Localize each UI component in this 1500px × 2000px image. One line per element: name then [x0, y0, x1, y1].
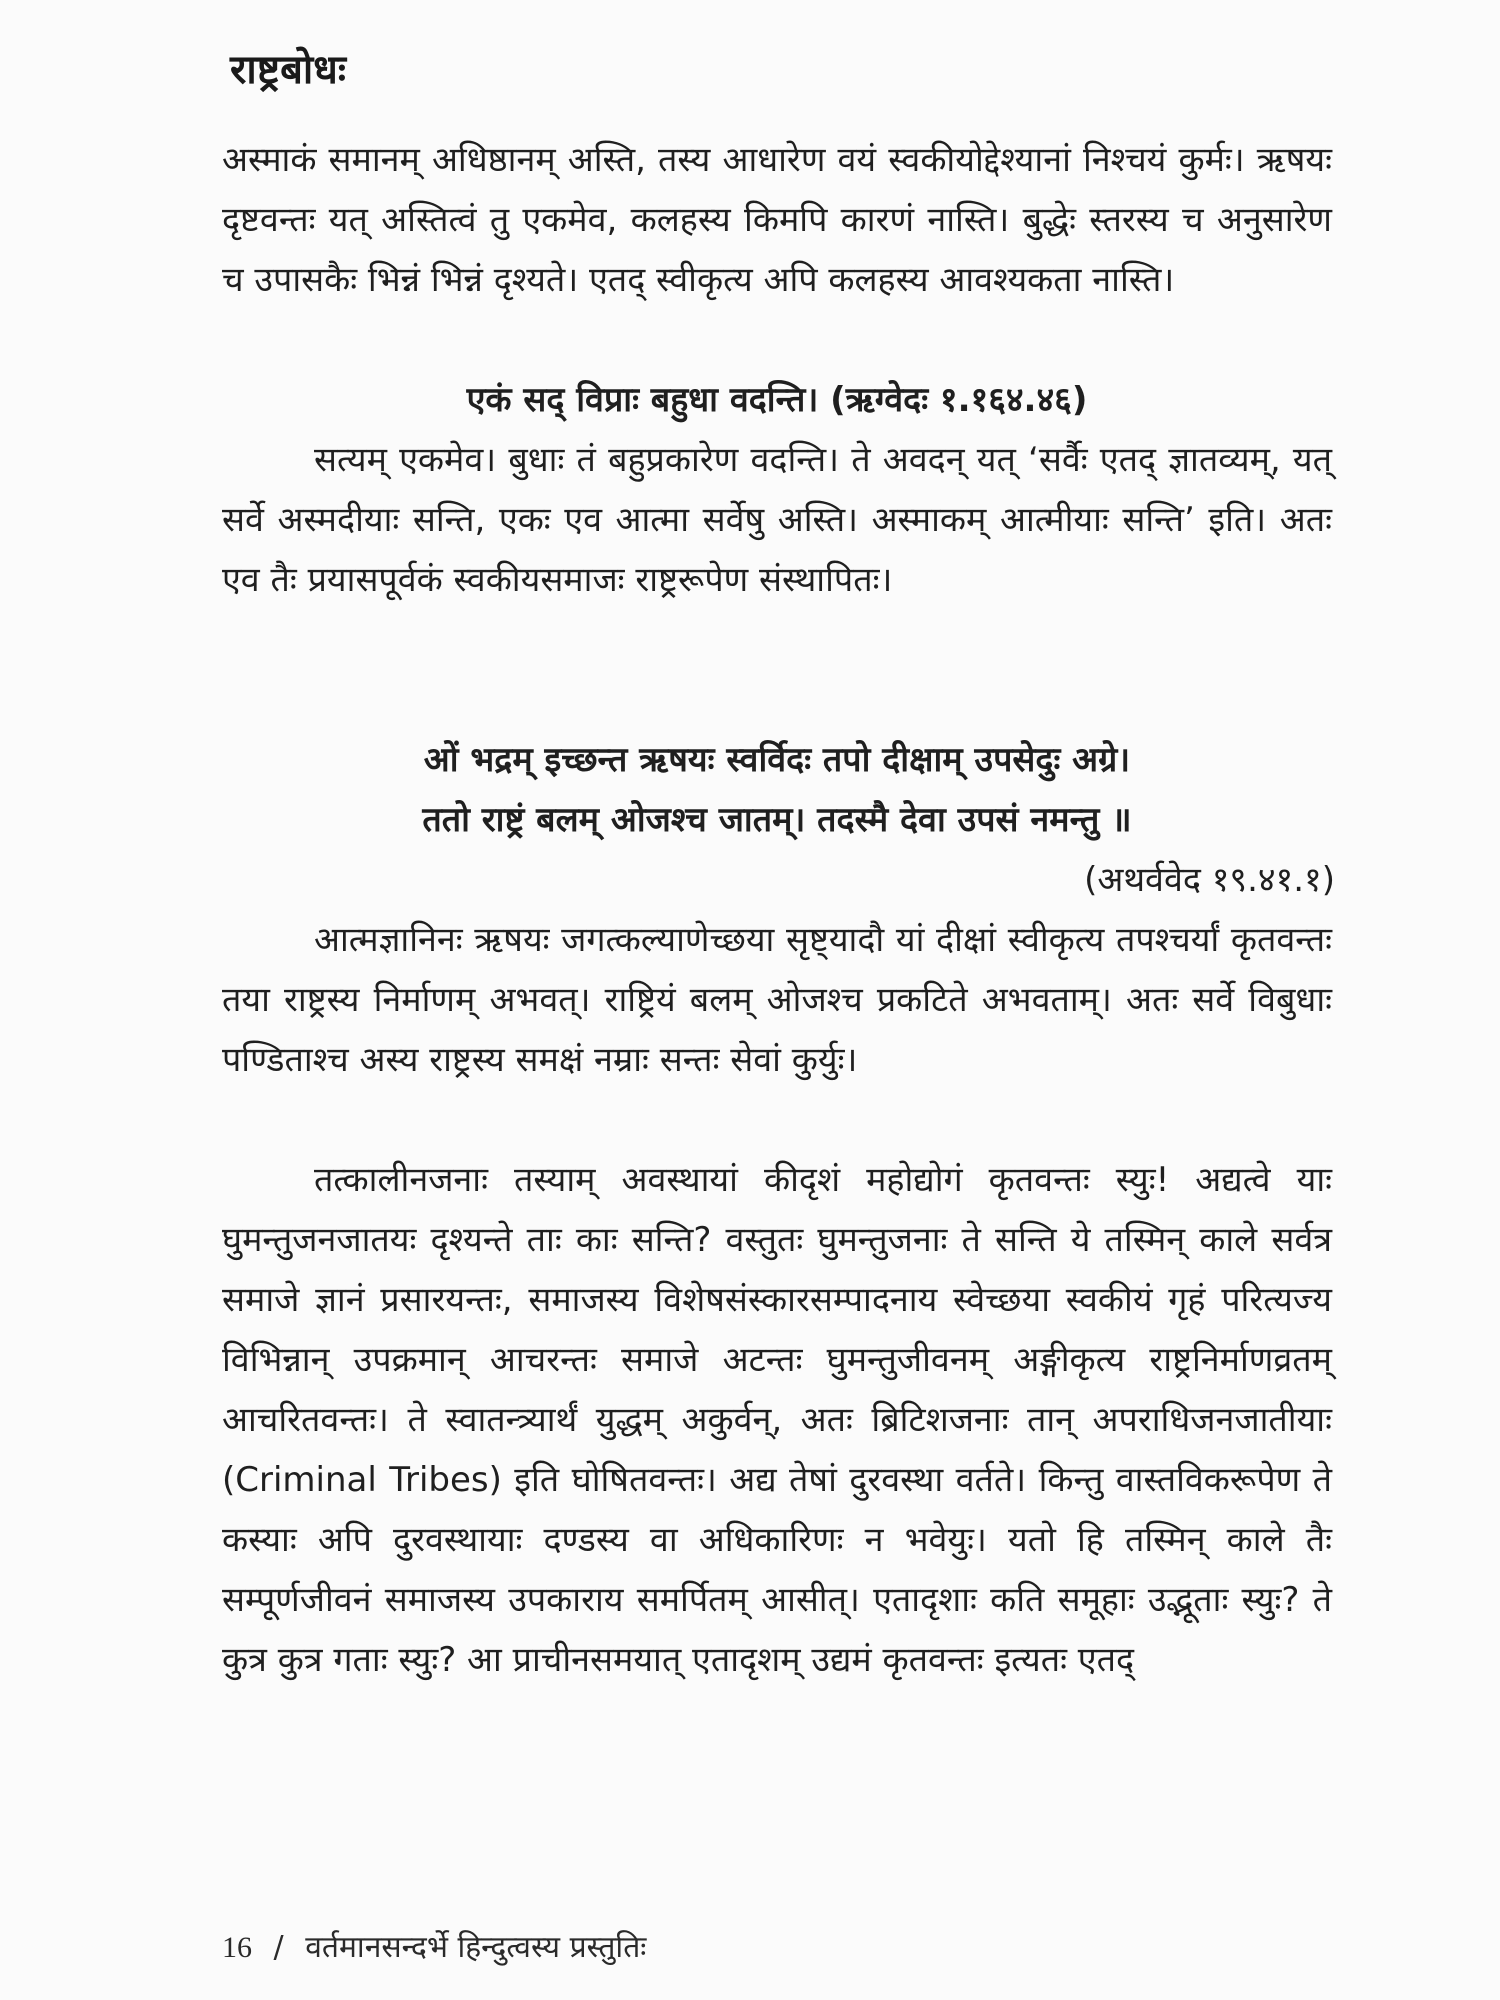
- paragraph-2: सत्यम् एकमेव। बुधाः तं बहुप्रकारेण वदन्ति। ते अवदन् यत् ‘सर्वैः एतद् ज्ञातव्यम्, यत् सर्वे अस्मदीयाः सन्ति, एकः एव आत्मा सर्वेषु अस्ति। अस्माकम् आत्मीयाः सन्ति’ इति। अतः एव तैः प्रयासपूर्वकं स्वकीयसमाजः राष्ट्ररूपेण संस्थापितः।: [222, 440, 1332, 600]
- footer-separator: /: [273, 1930, 284, 1965]
- verse-atharvaveda-line-1: ओं भद्रम् इच्छन्त ऋषयः स्वर्विदः तपो दीक्षाम् उपसेदुः अग्रे।: [423, 740, 1131, 780]
- page-footer: [222, 1925, 646, 1966]
- paragraph-3: आत्मज्ञानिनः ऋषयः जगत्कल्याणेच्छया सृष्ट्यादौ यां दीक्षां स्वीकृत्य तपश्चर्यां कृतवन्तः तया राष्ट्रस्य निर्माणम् अभवत्। राष्ट्रियं बलम् ओजश्च प्रकटिते अभवताम्। अतः सर्वे विबुधाः पण्डिताश्च अस्य राष्ट्रस्य समक्षं नम्राः सन्तः सेवां कुर्युः।: [222, 920, 1332, 1080]
- book-title: वर्तमानसन्दर्भे हिन्दुत्वस्य प्रस्तुतिः: [305, 1930, 647, 1965]
- paragraph-1: अस्माकं समानम् अधिष्ठानम् अस्ति, तस्य आधारेण वयं स्वकीयोद्देश्यानां निश्चयं कुर्मः। ऋषयः दृष्टवन्तः यत् अस्तित्वं तु एकमेव, कलहस्य किमपि कारणं नास्ति। बुद्धेः स्तरस्य च अनुसारेण च उपासकैः भिन्नं भिन्नं दृश्यते। एतद् स्वीकृत्य अपि कलहस्य आवश्यकता नास्ति।: [222, 140, 1332, 300]
- paragraph-4: तत्कालीनजनाः तस्याम् अवस्थायां कीदृशं महोद्योगं कृतवन्तः स्युः! अद्यत्वे याः घुमन्तुजनजातयः दृश्यन्ते ताः काः सन्ति? वस्तुतः घुमन्तुजनाः ते सन्ति ये तस्मिन् काले सर्वत्र समाजे ज्ञानं प्रसारयन्तः, समाजस्य विशेषसंस्कारसम्पादनाय स्वेच्छया स्वकीयं गृहं परित्यज्य विभिन्नान् उपक्रमान् आचरन्तः समाजे अटन्तः घुमन्तुजीवनम् अङ्गीकृत्य राष्ट्रनिर्माणव्रतम् आचरितवन्तः। ते स्वातन्त्र्यार्थं युद्धम् अकुर्वन्, अतः ब्रिटिशजनाः तान् अपराधिजनजातीयाः (Criminal Tribes) इति घोषितवन्तः। अद्य तेषां दुरवस्था वर्तते। किन्तु वास्तविकरूपेण ते कस्याः अपि दुरवस्थायाः दण्डस्य वा अधिकारिणः न भवेयुः। यतो हि तस्मिन् काले तैः सम्पूर्णजीवनं समाजस्य उपकाराय समर्पितम् आसीत्। एतादृशाः कति समूहाः उद्भूताः स्युः? ते कुत्र कुत्र गताः स्युः? आ प्राचीनसमयात् एतादृशम् उद्यमं कृतवन्तः इत्यतः एतद्: [222, 1160, 1332, 1680]
- verse-rigveda: एकं सद् विप्राः बहुधा वदन्ति। (ऋग्वेदः १.१६४.४६): [466, 380, 1088, 420]
- verse-atharvaveda-line-2: ततो राष्ट्रं बलम् ओजश्च जातम्। तदस्मै देवा उपसं नमन्तु ॥: [422, 800, 1132, 840]
- verse-citation: (अथर्ववेद १९.४१.१): [1084, 860, 1335, 900]
- page-number: 16: [222, 1931, 252, 1964]
- page-heading: राष्ट्रबोधः: [230, 47, 346, 93]
